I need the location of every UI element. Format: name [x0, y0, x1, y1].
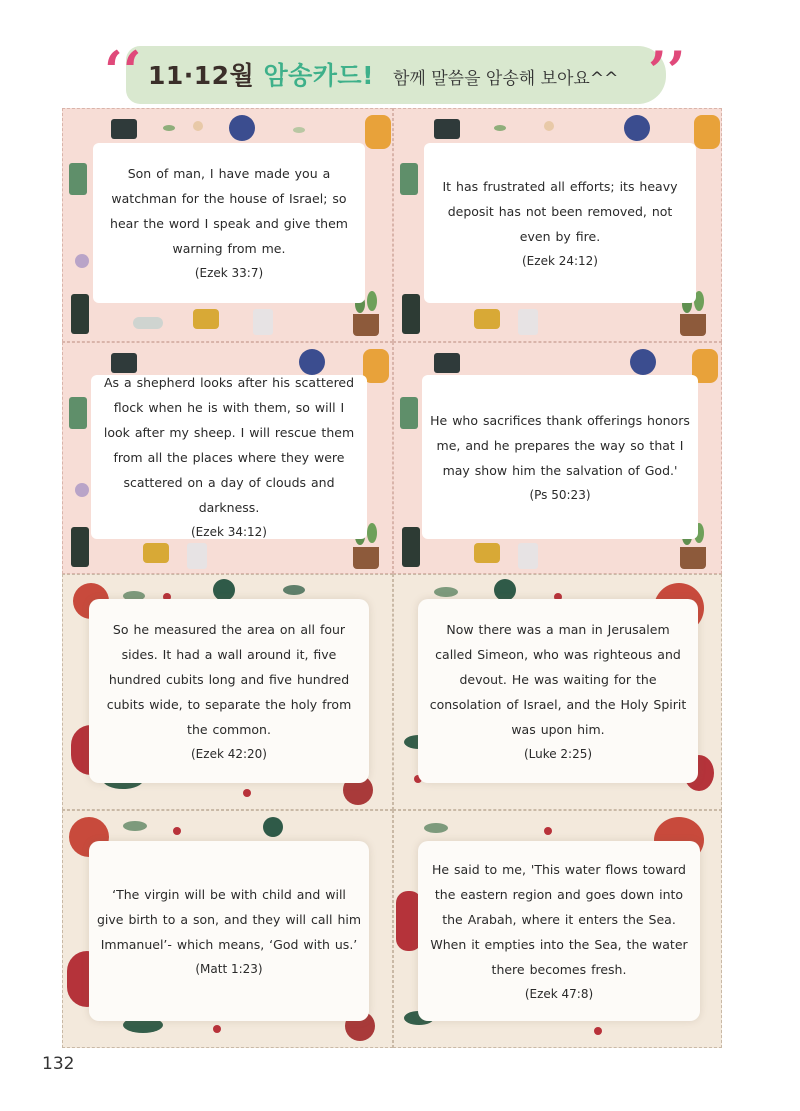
verse-reference: (Ezek 24:12)	[522, 253, 598, 268]
verse-panel	[89, 599, 369, 783]
verse-reference: (Luke 2:25)	[523, 746, 593, 761]
verse-panel	[93, 143, 365, 303]
close-quote-icon: ’’	[648, 39, 686, 103]
verse-reference: (Ezek 47:8)	[524, 986, 594, 1001]
verse-panel	[418, 841, 700, 1021]
page-subtitle: 함께 말씀을 암송해 보아요^^	[393, 69, 619, 89]
verse-card-7	[62, 810, 393, 1048]
verse-card-5	[62, 574, 393, 810]
verse-card-6	[393, 574, 722, 810]
verse-reference: (Matt 1:23)	[195, 961, 263, 976]
verse-panel	[424, 143, 696, 303]
verse-text: He said to me, 'This water flows toward the eastern region and goes down into the Arabah, where it enters the Sea. When it empties into the Sea, the water there becomes fresh.	[430, 861, 688, 977]
verse-reference: (Ezek 34:12)	[191, 525, 267, 539]
verse-text: Son of man, I have made you a watchman for the house of Israel; so hear the word I speak and give them warning from me.	[110, 166, 348, 256]
verse-reference: (Ps 50:23)	[529, 487, 591, 502]
page-number: 132	[42, 1054, 75, 1074]
title-prefix: 11·12월	[148, 61, 255, 90]
verse-card-1	[62, 108, 393, 342]
verse-card-2	[393, 108, 722, 342]
verse-reference: (Ezek 33:7)	[194, 266, 264, 280]
verse-text: Now there was a man in Jerusalem called Simeon, who was righteous and devout. He was waiting for the consolation of Israel, and the Holy Spirit was upon him.	[429, 621, 687, 737]
verse-reference: (Ezek 42:20)	[191, 746, 267, 761]
title-highlight: 암송카드	[263, 61, 363, 90]
verse-text: As a shepherd looks after his scattered flock when he is with them, so will I look after my sheep. I will rescue them from all the places where they were scattered on a day of clouds and darkness.	[103, 375, 355, 515]
verse-panel	[418, 599, 698, 783]
verse-card-3	[62, 342, 393, 574]
open-quote-icon: ‘‘	[104, 39, 142, 103]
verse-text: He who sacrifices thank offerings honors me, and he prepares the way so that I may show him the salvation of God.'	[430, 412, 690, 478]
verse-panel	[91, 375, 367, 539]
verse-card-8	[393, 810, 722, 1048]
verse-panel	[89, 841, 369, 1021]
verse-panel	[422, 375, 698, 539]
page-title	[148, 56, 374, 92]
verse-text: ‘The virgin will be with child and will give birth to a son, and they will call him Immanuel’- which means, ‘God with us.’	[97, 886, 362, 952]
verse-card-4	[393, 342, 722, 574]
title-mark: !	[362, 61, 374, 90]
verse-text: It has frustrated all efforts; its heavy deposit has not been removed, not even by fire.	[442, 178, 678, 244]
verse-text: So he measured the area on all four sides. It had a wall around it, five hundred cubits long and five hundred cubits wide, to separate the holy from the common.	[106, 621, 352, 737]
